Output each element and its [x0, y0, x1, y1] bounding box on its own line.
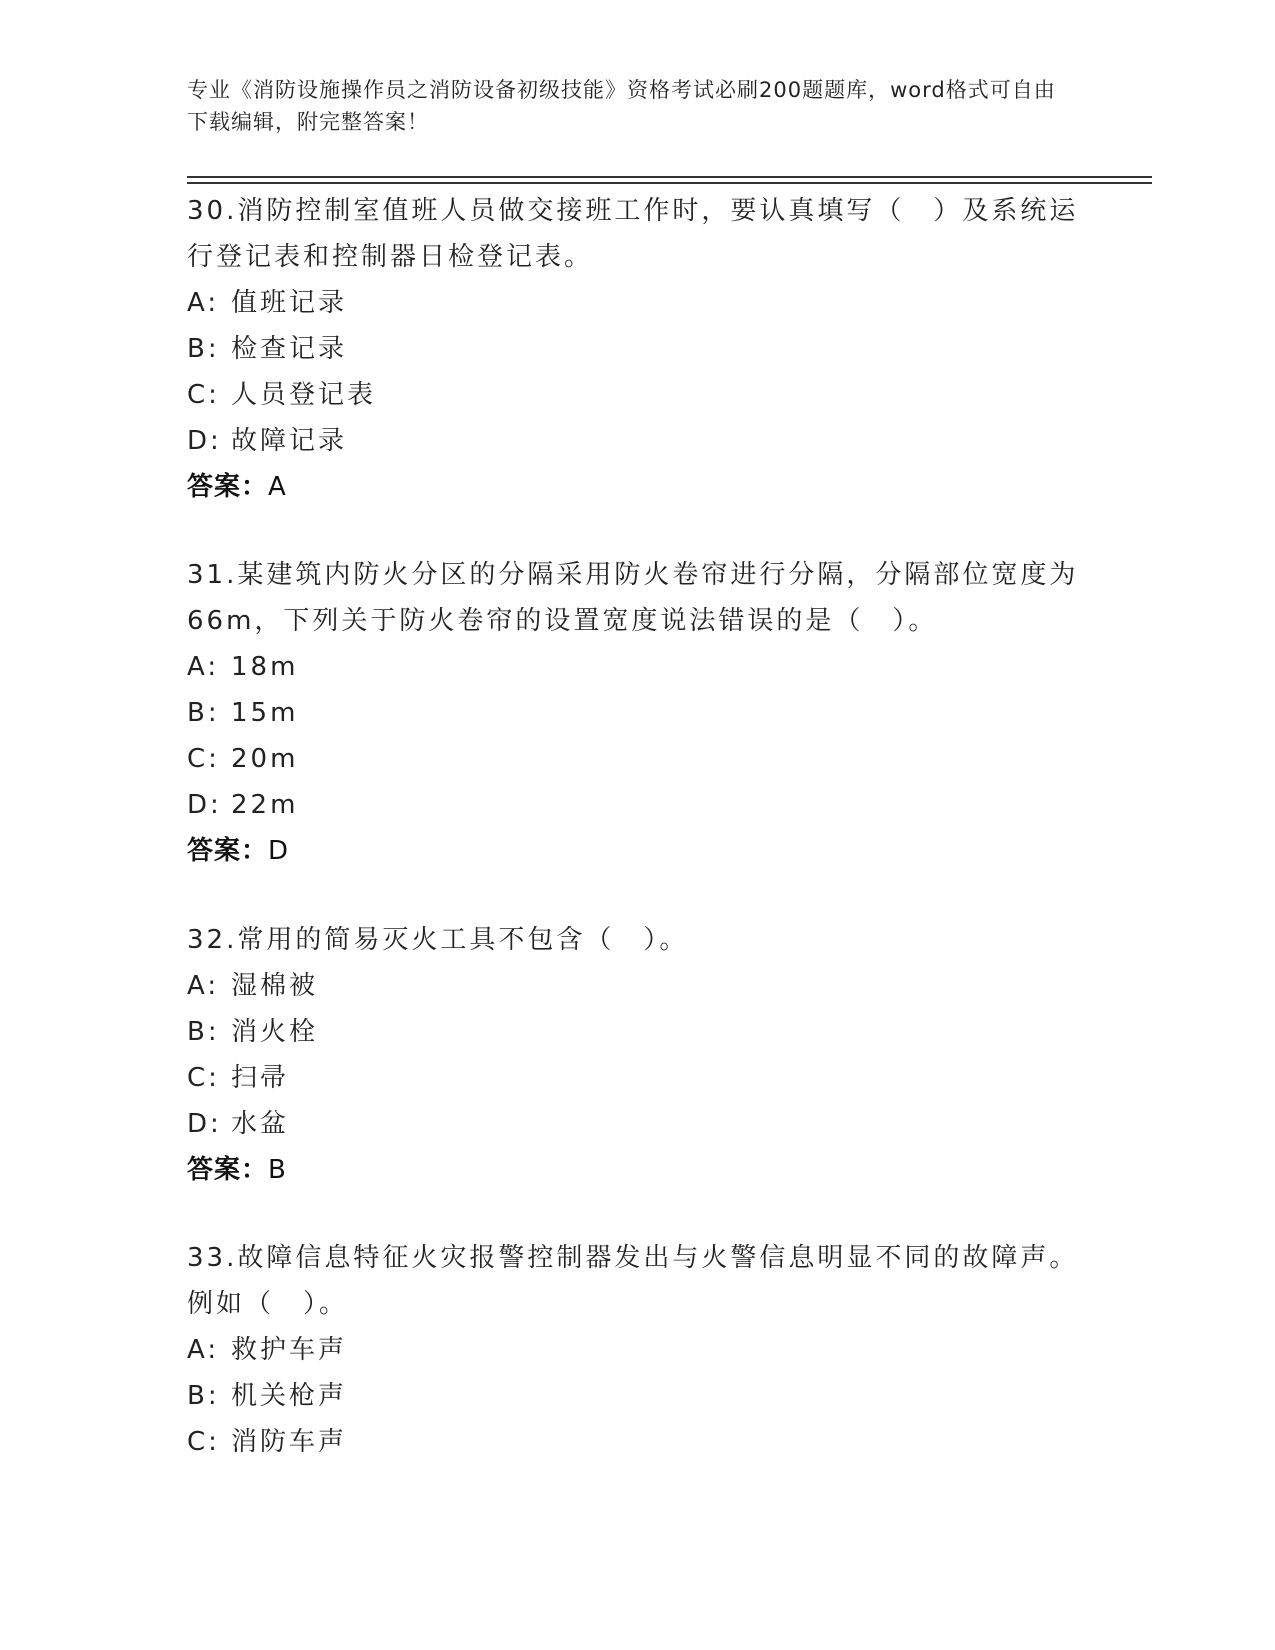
option-letter: A:	[187, 288, 220, 318]
option-letter: A:	[187, 1335, 220, 1365]
option-c	[187, 372, 1087, 418]
option-b	[187, 326, 1087, 372]
answer-label: 答案：	[187, 1155, 269, 1185]
option-letter: B:	[187, 698, 220, 728]
answer-value: A	[268, 472, 287, 502]
question-stem: 30.消防控制室值班人员做交接班工作时，要认真填写（ ）及系统运行登记表和控制器日检登记表。	[187, 196, 1079, 272]
option-text: 人员登记表	[231, 380, 377, 410]
option-text: 消防车声	[231, 1427, 348, 1457]
option-letter: A:	[187, 652, 220, 682]
option-letter: B:	[187, 1381, 220, 1411]
option-text: 救护车声	[231, 1335, 348, 1365]
answer-value: B	[268, 1155, 287, 1185]
option-b	[187, 1373, 1087, 1419]
option-text: 扫帚	[231, 1063, 290, 1093]
option-letter: C:	[187, 1063, 220, 1093]
option-text: 检查记录	[231, 334, 348, 364]
option-a	[187, 280, 1087, 326]
answer-label: 答案：	[187, 472, 269, 502]
option-text: 18m	[231, 652, 299, 682]
option-b	[187, 1009, 1087, 1055]
option-letter: C:	[187, 1427, 220, 1457]
option-text: 水盆	[231, 1109, 290, 1139]
option-d	[187, 418, 1087, 464]
option-d	[187, 1101, 1087, 1147]
question-32	[187, 917, 1087, 1193]
answer-line	[187, 828, 1087, 874]
option-text: 故障记录	[231, 426, 348, 456]
option-text: 消火栓	[231, 1017, 319, 1047]
option-letter: A:	[187, 971, 220, 1001]
option-letter: C:	[187, 380, 220, 410]
question-stem: 32.常用的简易灭火工具不包含（ ）。	[187, 925, 689, 955]
option-a	[187, 644, 1087, 690]
question-33	[187, 1235, 1087, 1465]
option-text: 20m	[231, 744, 299, 774]
option-text: 值班记录	[231, 288, 348, 318]
question-stem: 31.某建筑内防火分区的分隔采用防火卷帘进行分隔，分隔部位宽度为66m，下列关于防火卷帘的设置宽度说法错误的是（ ）。	[187, 560, 1079, 636]
question-30	[187, 188, 1087, 510]
option-letter: B:	[187, 1017, 220, 1047]
option-text: 15m	[231, 698, 299, 728]
question-31	[187, 552, 1087, 874]
option-text: 22m	[231, 790, 299, 820]
option-text: 湿棉被	[231, 971, 319, 1001]
document-intro: 专业《消防设施操作员之消防设备初级技能》资格考试必刷200题题库，word格式可自由下载编辑，附完整答案！	[187, 78, 1056, 134]
option-letter: C:	[187, 744, 220, 774]
option-c	[187, 1419, 1087, 1465]
answer-line	[187, 1147, 1087, 1193]
option-b	[187, 690, 1087, 736]
answer-value: D	[268, 836, 290, 866]
header-divider-bottom	[187, 182, 1152, 184]
option-letter: D:	[187, 426, 222, 456]
option-text: 机关枪声	[231, 1381, 348, 1411]
option-letter: B:	[187, 334, 220, 364]
option-c	[187, 736, 1087, 782]
option-letter: D:	[187, 1109, 222, 1139]
question-stem: 33.故障信息特征火灾报警控制器发出与火警信息明显不同的故障声。例如（ ）。	[187, 1243, 1079, 1319]
option-letter: D:	[187, 790, 222, 820]
option-d	[187, 782, 1087, 828]
header-divider-top	[187, 176, 1152, 178]
option-a	[187, 963, 1087, 1009]
option-c	[187, 1055, 1087, 1101]
option-a	[187, 1327, 1087, 1373]
answer-label: 答案：	[187, 836, 269, 866]
answer-line	[187, 464, 1087, 510]
